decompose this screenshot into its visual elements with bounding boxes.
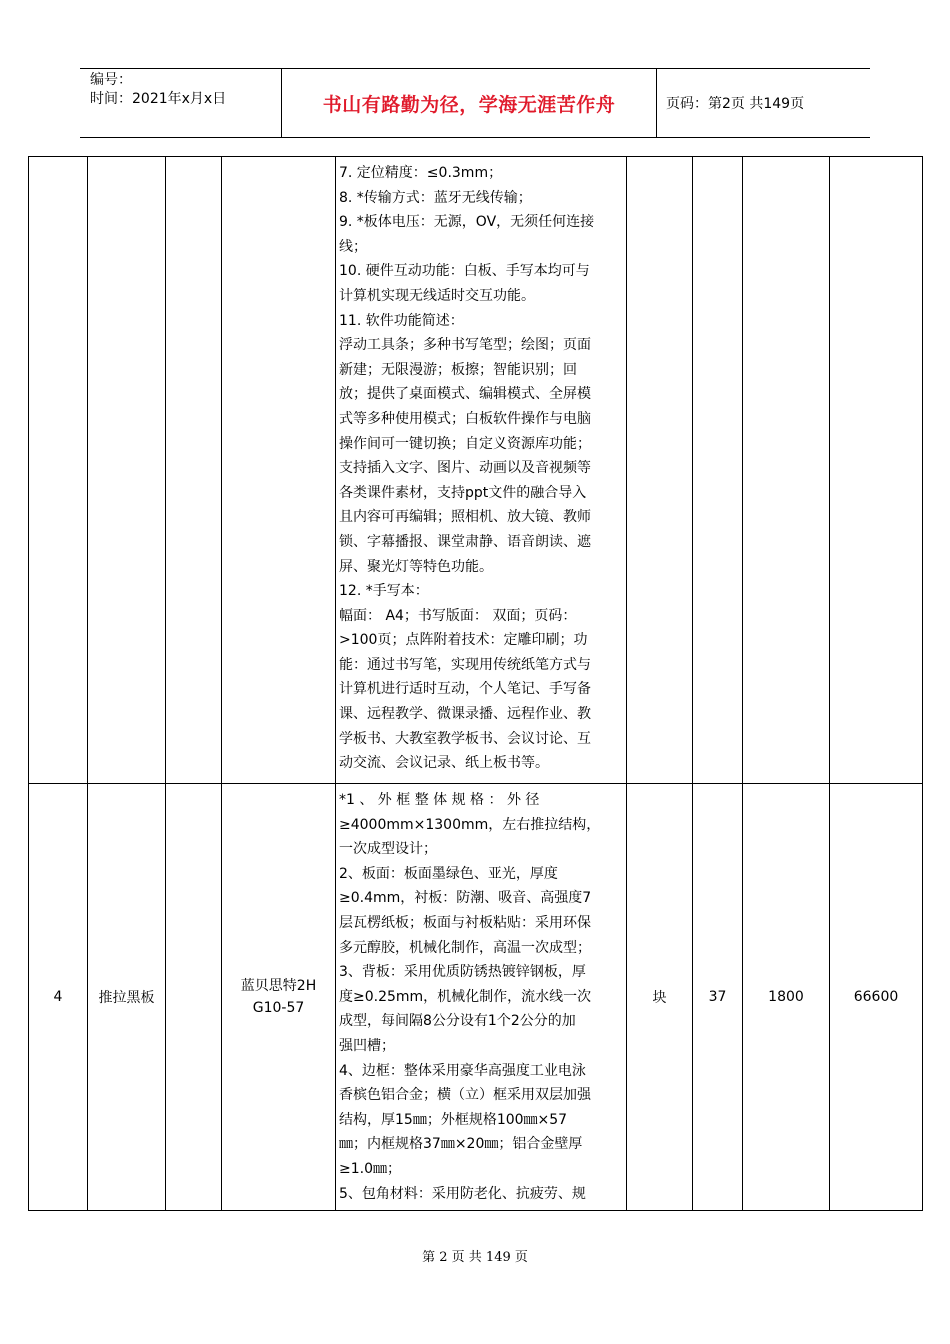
spec-line: 能：通过书写笔，实现用传统纸笔方式与 — [339, 656, 591, 673]
spec-line: 新建；无限漫游；板擦；智能识别；回 — [339, 361, 577, 378]
page-footer: 第 2 页 共 149 页 — [422, 1250, 528, 1265]
spec-line: ≥0.4mm，衬板：防潮、吸音、高强度7 — [339, 890, 592, 907]
cell-quantity — [693, 157, 743, 784]
spec-line: 支持插入文字、图片、动画以及音视频等 — [339, 460, 591, 477]
cell-blank — [166, 784, 222, 1211]
time-label: 时间：2021年x月x日 — [90, 91, 227, 107]
spec-line: 10. 硬件互动功能：白板、手写本均可与 — [339, 263, 590, 280]
spec-line: 计算机进行适时互动，个人笔记、手写备 — [339, 681, 591, 698]
spec-line: 强凹槽； — [339, 1037, 395, 1054]
spec-line: 动交流、会议记录、纸上板书等。 — [339, 755, 549, 772]
cell-unit — [627, 157, 693, 784]
spec-line: 4、边框：整体采用豪华高强度工业电泳 — [339, 1062, 586, 1079]
spec-line: 3、背板：采用优质防锈热镀锌钢板，厚 — [339, 964, 586, 981]
cell-unit: 块 — [627, 784, 693, 1211]
spec-line: 屏、聚光灯等特色功能。 — [339, 558, 493, 575]
cell-blank — [166, 157, 222, 784]
cell-name: 推拉黑板 — [88, 784, 166, 1211]
cell-brand — [222, 157, 336, 784]
cell-index: 4 — [29, 784, 88, 1211]
spec-table — [28, 156, 923, 1211]
spec-line: 课、远程教学、微课录播、远程作业、教 — [339, 706, 591, 723]
spec-line: *1 、 外 框 整 体 规 格 ： 外 径 — [339, 792, 540, 808]
spec-line: 多元醇胶，机械化制作，高温一次成型； — [339, 939, 591, 956]
header-meta — [80, 69, 282, 137]
spec-line: >100页；点阵附着技术：定雕印刷；功 — [339, 632, 588, 649]
spec-line: 9. *板体电压：无源，OV，无须任何连接 — [339, 214, 595, 231]
spec-line: 香槟色铝合金；横（立）框采用双层加强 — [339, 1087, 591, 1104]
cell-price — [743, 157, 830, 784]
spec-line: ≥1.0㎜； — [339, 1160, 401, 1177]
spec-line: 式等多种使用模式；白板软件操作与电脑 — [339, 410, 591, 427]
cell-total — [830, 157, 923, 784]
spec-line: 锁、字幕播报、课堂肃静、语音朗读、遮 — [339, 533, 591, 550]
cell-brand — [222, 784, 336, 1211]
spec-line: 一次成型设计； — [339, 841, 437, 858]
spec-line: 线； — [339, 238, 367, 255]
header-page-info: 页码：第2页 共149页 — [666, 96, 805, 112]
spec-line: 各类课件素材，支持ppt文件的融合导入 — [339, 484, 587, 501]
spec-line: ㎜；内框规格37㎜×20㎜；铝合金壁厚 — [339, 1136, 583, 1153]
cell-quantity: 37 — [693, 784, 743, 1211]
spec-line: 度≥0.25mm，机械化制作，流水线一次 — [339, 988, 592, 1005]
brand-text: 蓝贝思特2HG10-57 — [240, 978, 317, 1016]
table-row — [29, 157, 923, 784]
spec-line: 浮动工具条；多种书写笔型；绘图；页面 — [339, 337, 591, 354]
spec-line: 操作间可一键切换；自定义资源库功能； — [339, 435, 591, 452]
spec-line: 7. 定位精度：≤0.3mm； — [339, 165, 503, 181]
cell-spec — [336, 157, 627, 784]
header-motto: 书山有路勤为径，学海无涯苦作舟 — [282, 69, 657, 137]
spec-line: 11. 软件功能简述： — [339, 312, 464, 329]
spec-line: 且内容可再编辑；照相机、放大镜、教师 — [339, 509, 591, 526]
spec-line: 幅面： A4；书写版面： 双面；页码： — [339, 607, 577, 624]
spec-line: 结构，厚15㎜；外框规格100㎜×57 — [339, 1111, 568, 1128]
cell-index — [29, 157, 88, 784]
table-row — [29, 784, 923, 1211]
spec-line: 成型，每间隔8公分设有1个2公分的加 — [339, 1013, 576, 1030]
spec-line: 2、板面：板面墨绿色、亚光，厚度 — [339, 865, 558, 882]
cell-spec — [336, 784, 627, 1211]
cell-name — [88, 157, 166, 784]
spec-line: 层瓦楞纸板；板面与衬板粘贴：采用环保 — [339, 914, 591, 931]
spec-line: 放；提供了桌面模式、编辑模式、全屏模 — [339, 386, 591, 403]
spec-line: ≥4000mm×1300mm，左右推拉结构， — [339, 816, 601, 833]
cell-total: 66600 — [830, 784, 923, 1211]
number-label: 编号： — [90, 72, 132, 88]
spec-line: 学板书、大教室教学板书、会议讨论、互 — [339, 730, 591, 747]
spec-line: 12. *手写本： — [339, 583, 429, 600]
cell-price: 1800 — [743, 784, 830, 1211]
spec-line: 8. *传输方式：蓝牙无线传输； — [339, 189, 532, 206]
spec-line: 5、包角材料：采用防老化、抗疲劳、规 — [339, 1185, 586, 1202]
page-header — [80, 68, 870, 138]
spec-line: 计算机实现无线适时交互功能。 — [339, 287, 535, 304]
